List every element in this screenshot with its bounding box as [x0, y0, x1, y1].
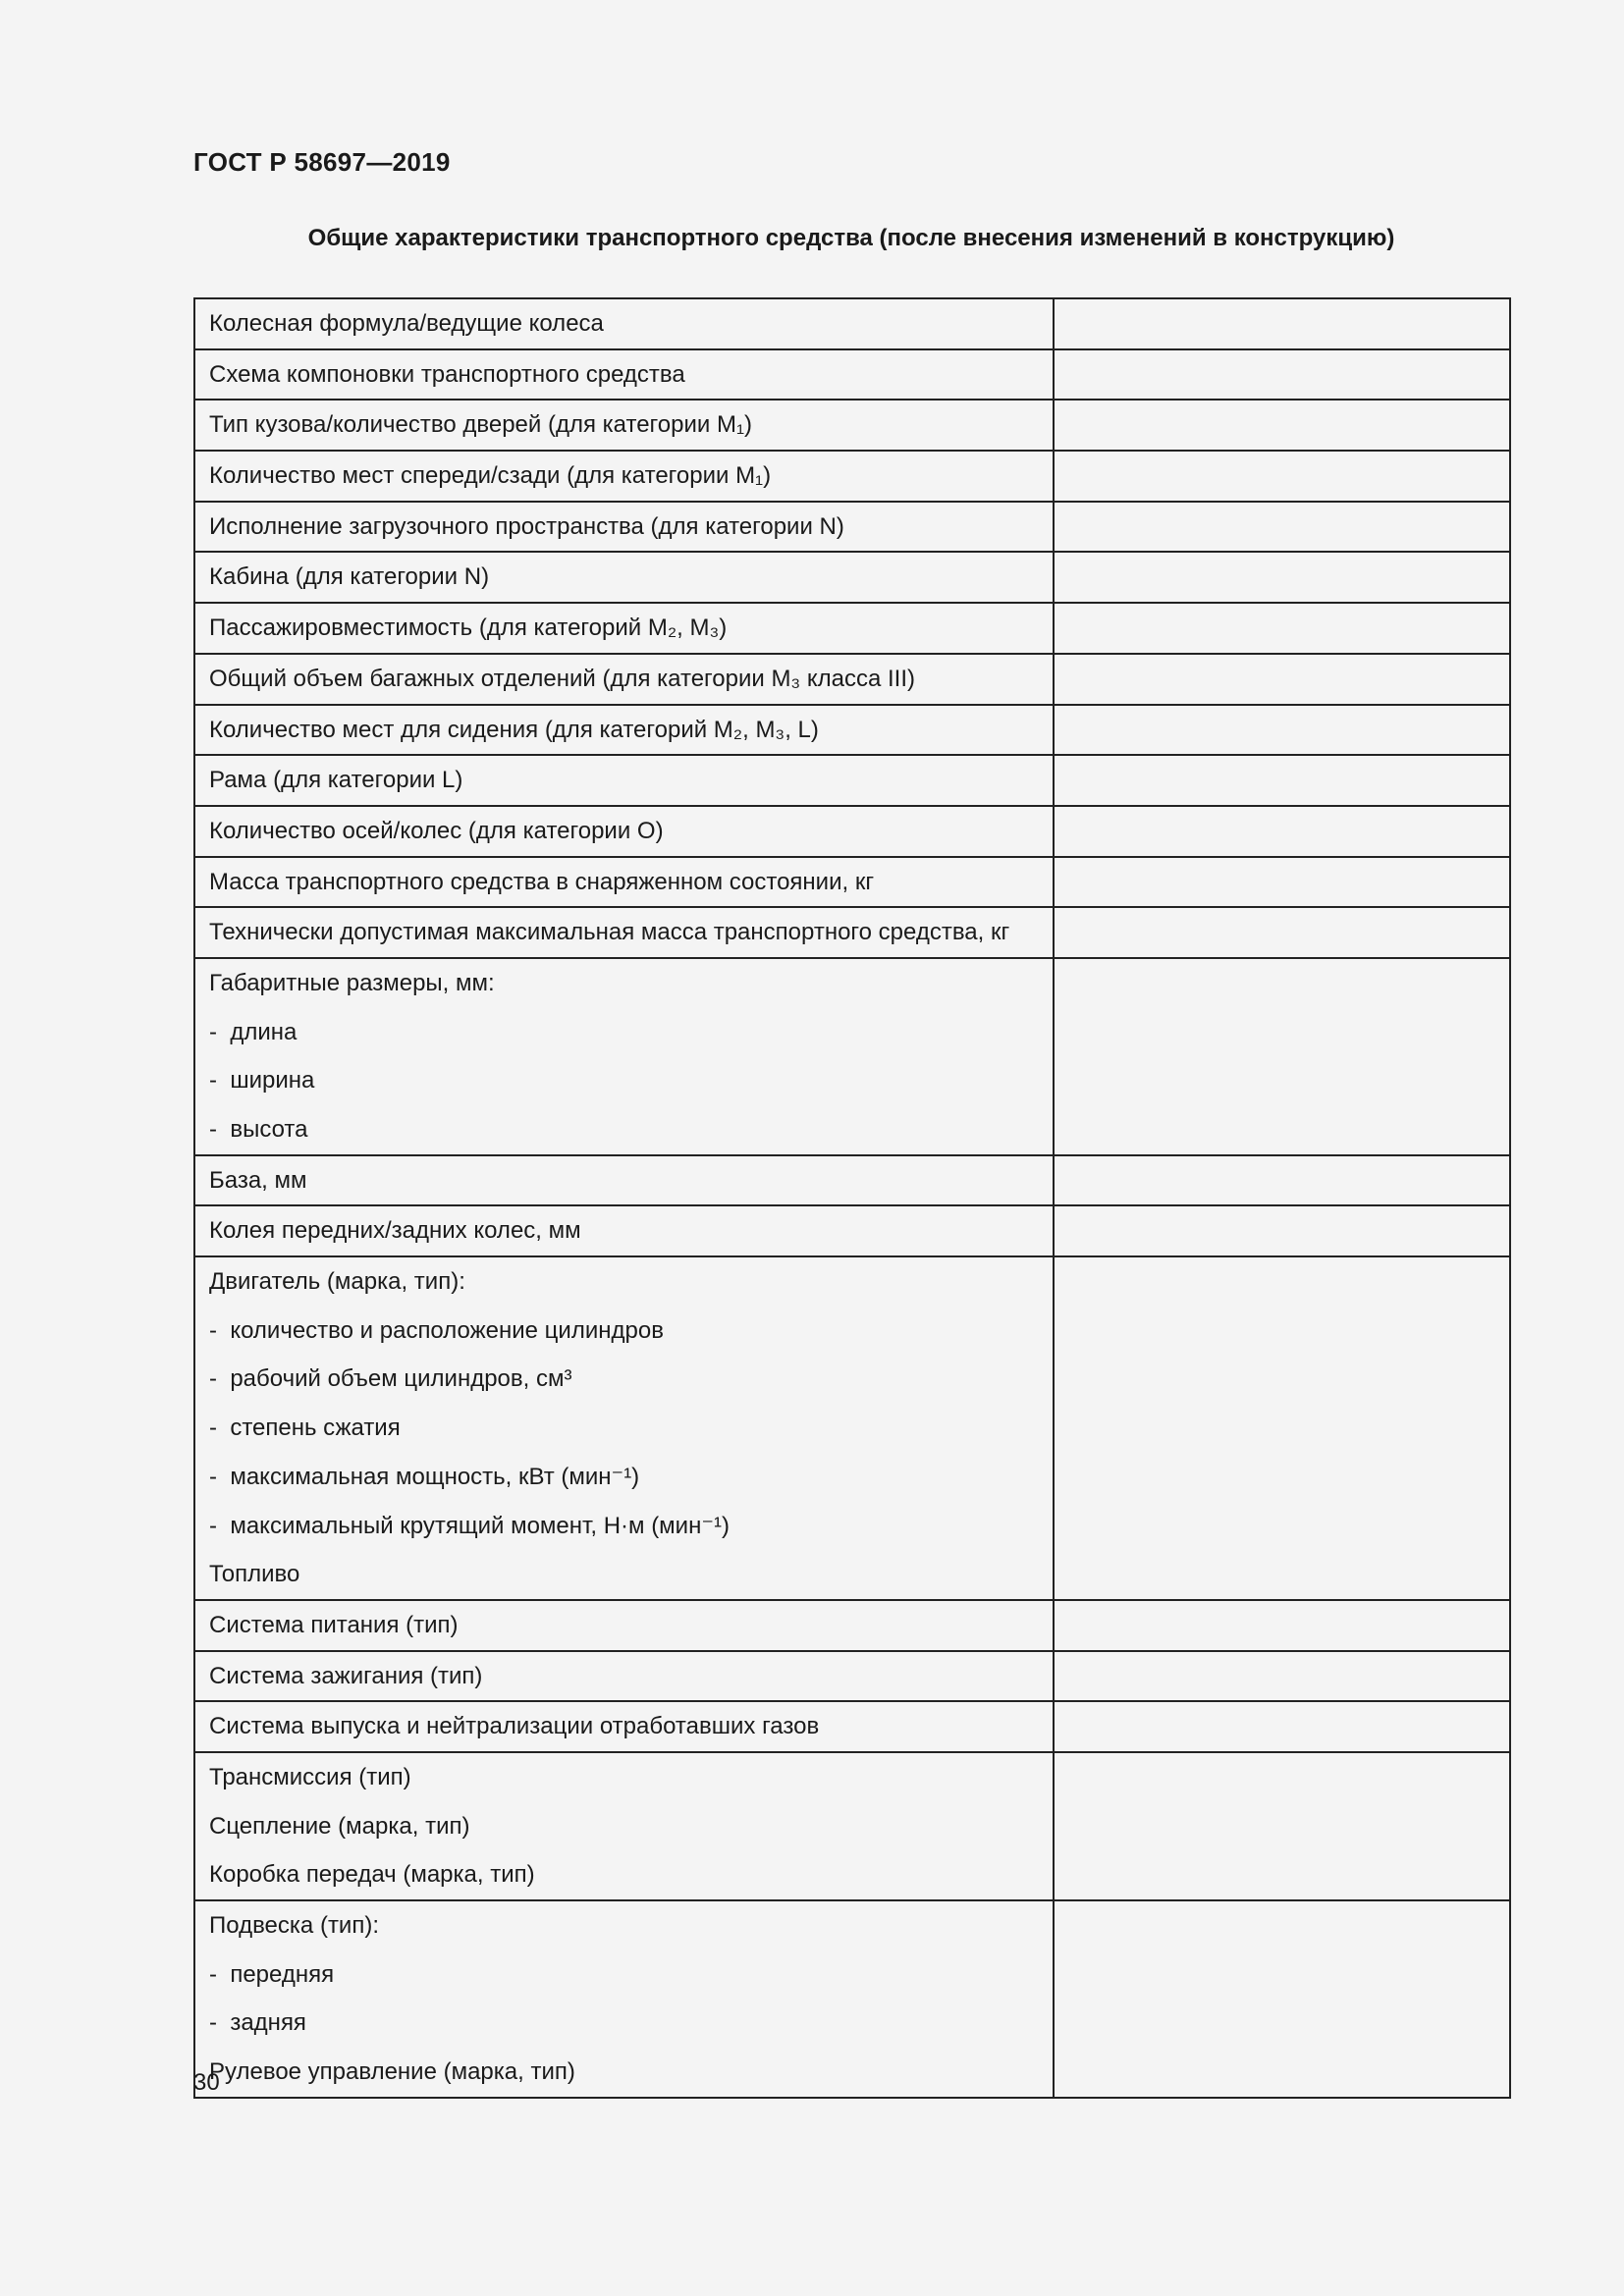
table-row	[194, 1600, 1510, 1651]
row-value-cell	[1054, 1651, 1510, 1702]
row-label-cell	[194, 1651, 1054, 1702]
list-item: - ширина	[209, 1056, 1039, 1105]
row-value-cell	[1054, 857, 1510, 908]
row-value-cell	[1054, 1600, 1510, 1651]
row-label: Двигатель (марка, тип):	[209, 1268, 465, 1296]
list-item: - степень сжатия	[209, 1404, 1039, 1453]
list-item: - максимальная мощность, кВт (мин⁻¹)	[209, 1453, 1039, 1502]
row-value-cell	[1054, 400, 1510, 451]
row-label: Пассажировместимость (для категорий M₂, M₃)	[209, 614, 728, 642]
row-value-cell	[1054, 958, 1510, 1155]
row-label: Исполнение загрузочного пространства (для категории N)	[209, 512, 844, 540]
row-label: Коробка передач (марка, тип)	[209, 1861, 535, 1889]
row-value-cell	[1054, 502, 1510, 553]
row-label-cell	[194, 1701, 1054, 1752]
row-label-cell	[194, 1155, 1054, 1206]
row-label-cell	[194, 1205, 1054, 1256]
row-label: Количество мест спереди/сзади (для категории M₁)	[209, 462, 772, 490]
table-row	[194, 502, 1510, 553]
table-row	[194, 1701, 1510, 1752]
row-label-cell	[194, 349, 1054, 400]
row-label-cell	[194, 705, 1054, 756]
row-label-cell	[194, 857, 1054, 908]
list-item: - длина	[209, 1008, 1039, 1057]
row-value-cell	[1054, 654, 1510, 705]
row-value-cell	[1054, 1900, 1510, 2098]
row-label: Масса транспортного средства в снаряженном состоянии, кг	[209, 868, 875, 895]
row-value-cell	[1054, 349, 1510, 400]
row-value-cell	[1054, 705, 1510, 756]
row-value-cell	[1054, 451, 1510, 502]
table-row	[194, 1651, 1510, 1702]
row-label-cell	[194, 907, 1054, 958]
table-row	[194, 705, 1510, 756]
row-label-cell	[194, 1752, 1054, 1900]
row-label-cell	[194, 1900, 1054, 2098]
row-value-cell	[1054, 1205, 1510, 1256]
row-value-cell	[1054, 1155, 1510, 1206]
row-label-cell	[194, 451, 1054, 502]
row-label-cell	[194, 502, 1054, 553]
list-item: - рабочий объем цилиндров, см³	[209, 1355, 1039, 1404]
specification-table	[193, 297, 1511, 2099]
row-label: Колея передних/задних колес, мм	[209, 1217, 581, 1245]
table-row	[194, 857, 1510, 908]
row-label-cell	[194, 400, 1054, 451]
table-row	[194, 603, 1510, 654]
table-row	[194, 1256, 1510, 1600]
row-value-cell	[1054, 1752, 1510, 1900]
table-row	[194, 298, 1510, 349]
row-label: Система зажигания (тип)	[209, 1662, 483, 1689]
row-label-cell	[194, 1600, 1054, 1651]
document-header: ГОСТ Р 58697—2019	[193, 147, 451, 177]
list-item: - высота	[209, 1105, 1039, 1154]
page-number: 30	[193, 2069, 220, 2096]
table-row	[194, 958, 1510, 1155]
row-value-cell	[1054, 298, 1510, 349]
row-value-cell	[1054, 806, 1510, 857]
row-label: Технически допустимая максимальная масса транспортного средства, кг	[209, 919, 1010, 946]
row-label-cell	[194, 654, 1054, 705]
row-value-cell	[1054, 1256, 1510, 1600]
row-value-cell	[1054, 1701, 1510, 1752]
row-value-cell	[1054, 552, 1510, 603]
list-item: - максимальный крутящий момент, Н·м (мин⁻¹)	[209, 1502, 1039, 1551]
row-label: Схема компоновки транспортного средства	[209, 360, 685, 388]
table-row	[194, 654, 1510, 705]
list-item: - задняя	[209, 1999, 1039, 2048]
table-row	[194, 907, 1510, 958]
table-row	[194, 1900, 1510, 2098]
row-label-cell	[194, 1256, 1054, 1600]
row-label: Количество мест для сидения (для категорий M₂, M₃, L)	[209, 716, 819, 743]
row-label: Система выпуска и нейтрализации отработавших газов	[209, 1713, 820, 1740]
row-label-cell	[194, 806, 1054, 857]
table-row	[194, 349, 1510, 400]
row-label: Трансмиссия (тип)	[209, 1763, 411, 1790]
table-row	[194, 1752, 1510, 1900]
row-label-cell	[194, 603, 1054, 654]
row-label-cell	[194, 958, 1054, 1155]
row-value-cell	[1054, 603, 1510, 654]
table-row	[194, 552, 1510, 603]
row-label: Кабина (для категории N)	[209, 563, 490, 591]
row-label: База, мм	[209, 1166, 307, 1194]
row-label: Система питания (тип)	[209, 1611, 459, 1638]
row-label-cell	[194, 755, 1054, 806]
row-label: Топливо	[209, 1561, 300, 1588]
table-title: Общие характеристики транспортного средства (после внесения изменений в конструкцию)	[307, 225, 1395, 251]
table-row	[194, 755, 1510, 806]
table-row	[194, 1205, 1510, 1256]
row-value-cell	[1054, 907, 1510, 958]
row-label: Рулевое управление (марка, тип)	[209, 2058, 575, 2086]
row-label: Подвеска (тип):	[209, 1912, 379, 1939]
row-label: Габаритные размеры, мм:	[209, 969, 495, 996]
table-row	[194, 806, 1510, 857]
table-row	[194, 400, 1510, 451]
row-value-cell	[1054, 755, 1510, 806]
row-label: Общий объем багажных отделений (для категории M₃ класса III)	[209, 665, 916, 692]
row-label: Сцепление (марка, тип)	[209, 1812, 470, 1840]
list-item: - количество и расположение цилиндров	[209, 1307, 1039, 1356]
row-label: Колесная формула/ведущие колеса	[209, 310, 604, 337]
table-row	[194, 451, 1510, 502]
row-label-cell	[194, 298, 1054, 349]
row-label-cell	[194, 552, 1054, 603]
table-row	[194, 1155, 1510, 1206]
row-label: Количество осей/колес (для категории O)	[209, 817, 664, 844]
list-item: - передняя	[209, 1950, 1039, 2000]
row-label: Рама (для категории L)	[209, 767, 463, 794]
row-label: Тип кузова/количество дверей (для категории M₁)	[209, 411, 753, 439]
